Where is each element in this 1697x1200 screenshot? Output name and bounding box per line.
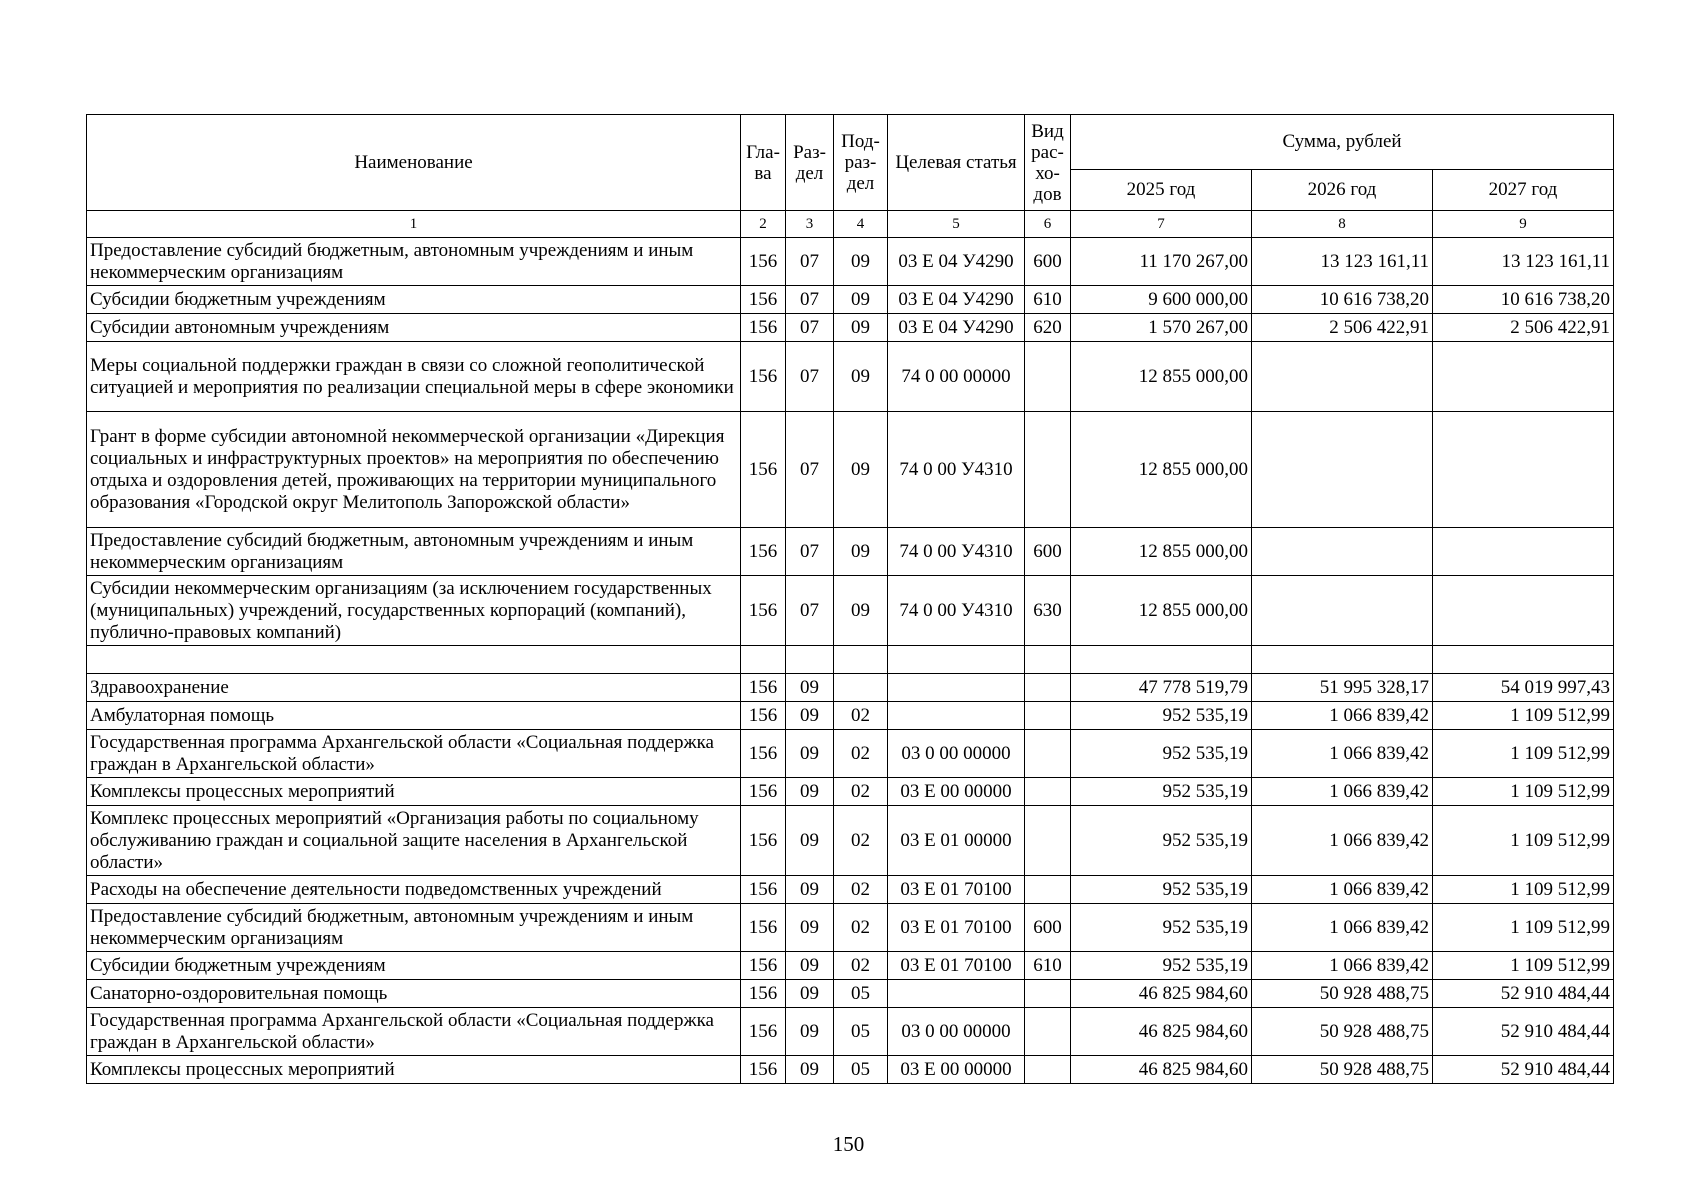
- cell-celevaya-statya: 74 0 00 У4310: [888, 576, 1025, 646]
- header-year-2027: 2027 год: [1433, 170, 1614, 211]
- cell-razdel: 09: [786, 730, 834, 778]
- row-name: Санаторно-оздоровительная помощь: [87, 980, 741, 1008]
- table-row: [87, 980, 1614, 1008]
- cell-sum-2027: 1 109 512,99: [1433, 904, 1614, 952]
- cell-sum-2027: 1 109 512,99: [1433, 778, 1614, 806]
- cell-sum-2025: 952 535,19: [1071, 778, 1252, 806]
- cell-sum-2025: 11 170 267,00: [1071, 238, 1252, 286]
- cell-vid-rashodov: [1025, 412, 1071, 528]
- table-row: [87, 238, 1614, 286]
- header-year-2025: 2025 год: [1071, 170, 1252, 211]
- cell-podrazdel: 09: [834, 528, 888, 576]
- cell-vid-rashodov: [1025, 646, 1071, 674]
- column-number: 2: [741, 211, 786, 238]
- cell-razdel: 07: [786, 528, 834, 576]
- table-row: [87, 1008, 1614, 1056]
- column-number: 6: [1025, 211, 1071, 238]
- row-name: Грант в форме субсидии автономной некоммерческой организации «Дирекция социальных и инфраструктурных проектов» на мероприятия по обеспечению отдыха и оздоровления детей, проживающих на территории муниципального образования «Городской округ Мелитополь Запорожской области»: [87, 412, 741, 528]
- column-number: 8: [1252, 211, 1433, 238]
- cell-glava: 156: [741, 730, 786, 778]
- cell-vid-rashodov: [1025, 980, 1071, 1008]
- header-vid-rashodov: Вид рас-хо-дов: [1025, 115, 1071, 211]
- column-number: 9: [1433, 211, 1614, 238]
- cell-sum-2026: 13 123 161,11: [1252, 238, 1433, 286]
- cell-glava: 156: [741, 702, 786, 730]
- cell-sum-2025: 12 855 000,00: [1071, 576, 1252, 646]
- cell-celevaya-statya: [888, 980, 1025, 1008]
- cell-sum-2025: 952 535,19: [1071, 806, 1252, 876]
- table-row: [87, 286, 1614, 314]
- cell-glava: 156: [741, 342, 786, 412]
- cell-celevaya-statya: [888, 674, 1025, 702]
- cell-razdel: 09: [786, 778, 834, 806]
- cell-vid-rashodov: [1025, 674, 1071, 702]
- cell-sum-2025: 952 535,19: [1071, 904, 1252, 952]
- cell-glava: 156: [741, 314, 786, 342]
- header-podrazdel: Под-раз-дел: [834, 115, 888, 211]
- cell-sum-2026: [1252, 528, 1433, 576]
- budget-table: [86, 114, 1614, 1084]
- cell-razdel: 09: [786, 904, 834, 952]
- cell-sum-2026: 10 616 738,20: [1252, 286, 1433, 314]
- row-name: Предоставление субсидий бюджетным, автономным учреждениям и иным некоммерческим организациям: [87, 528, 741, 576]
- cell-sum-2026: 1 066 839,42: [1252, 806, 1433, 876]
- cell-podrazdel: 02: [834, 778, 888, 806]
- cell-sum-2025: [1071, 646, 1252, 674]
- cell-glava: 156: [741, 806, 786, 876]
- cell-sum-2026: 1 066 839,42: [1252, 904, 1433, 952]
- cell-razdel: 07: [786, 314, 834, 342]
- cell-glava: [741, 646, 786, 674]
- header-year-2026: 2026 год: [1252, 170, 1433, 211]
- cell-podrazdel: 02: [834, 702, 888, 730]
- cell-sum-2025: 952 535,19: [1071, 730, 1252, 778]
- header-celevaya-statya: Целевая статья: [888, 115, 1025, 211]
- cell-vid-rashodov: 610: [1025, 286, 1071, 314]
- cell-sum-2026: 50 928 488,75: [1252, 980, 1433, 1008]
- page-number: 150: [832, 1132, 865, 1156]
- column-number-row: [87, 211, 1614, 238]
- header-glava: Гла-ва: [741, 115, 786, 211]
- cell-sum-2026: 1 066 839,42: [1252, 702, 1433, 730]
- cell-glava: 156: [741, 904, 786, 952]
- cell-razdel: 09: [786, 674, 834, 702]
- cell-vid-rashodov: [1025, 342, 1071, 412]
- table-row: [87, 730, 1614, 778]
- cell-sum-2026: [1252, 342, 1433, 412]
- table-row: [87, 702, 1614, 730]
- cell-razdel: 07: [786, 576, 834, 646]
- table-row: [87, 342, 1614, 412]
- cell-glava: 156: [741, 576, 786, 646]
- cell-sum-2027: 52 910 484,44: [1433, 1056, 1614, 1084]
- row-name: Субсидии бюджетным учреждениям: [87, 286, 741, 314]
- cell-sum-2025: 12 855 000,00: [1071, 412, 1252, 528]
- cell-vid-rashodov: [1025, 730, 1071, 778]
- cell-sum-2027: 2 506 422,91: [1433, 314, 1614, 342]
- cell-sum-2027: 54 019 997,43: [1433, 674, 1614, 702]
- row-name: [87, 646, 741, 674]
- cell-glava: 156: [741, 674, 786, 702]
- table-body: [87, 238, 1614, 1084]
- cell-sum-2027: [1433, 646, 1614, 674]
- cell-glava: 156: [741, 286, 786, 314]
- table-row: [87, 876, 1614, 904]
- cell-sum-2026: [1252, 412, 1433, 528]
- cell-celevaya-statya: 03 0 00 00000: [888, 1008, 1025, 1056]
- row-name: Субсидии некоммерческим организациям (за исключением государственных (муниципальных) учреждений, государственных корпораций (компаний), публично-правовых компаний): [87, 576, 741, 646]
- cell-podrazdel: 09: [834, 412, 888, 528]
- cell-celevaya-statya: [888, 702, 1025, 730]
- column-number: 5: [888, 211, 1025, 238]
- cell-vid-rashodov: 630: [1025, 576, 1071, 646]
- cell-celevaya-statya: 03 Е 01 70100: [888, 952, 1025, 980]
- row-name: Субсидии автономным учреждениям: [87, 314, 741, 342]
- cell-glava: 156: [741, 952, 786, 980]
- cell-podrazdel: 02: [834, 952, 888, 980]
- cell-celevaya-statya: 03 Е 00 00000: [888, 778, 1025, 806]
- cell-sum-2027: 10 616 738,20: [1433, 286, 1614, 314]
- cell-sum-2025: 46 825 984,60: [1071, 1056, 1252, 1084]
- cell-glava: 156: [741, 238, 786, 286]
- cell-glava: 156: [741, 1008, 786, 1056]
- cell-vid-rashodov: 600: [1025, 238, 1071, 286]
- cell-sum-2027: 1 109 512,99: [1433, 952, 1614, 980]
- row-name: Расходы на обеспечение деятельности подведомственных учреждений: [87, 876, 741, 904]
- cell-glava: 156: [741, 528, 786, 576]
- cell-podrazdel: 09: [834, 342, 888, 412]
- cell-vid-rashodov: [1025, 806, 1071, 876]
- cell-podrazdel: 02: [834, 730, 888, 778]
- row-name: Здравоохранение: [87, 674, 741, 702]
- cell-sum-2027: 1 109 512,99: [1433, 806, 1614, 876]
- cell-celevaya-statya: 03 Е 01 00000: [888, 806, 1025, 876]
- cell-podrazdel: 02: [834, 876, 888, 904]
- table-row: [87, 904, 1614, 952]
- row-name: Комплексы процессных мероприятий: [87, 778, 741, 806]
- cell-sum-2026: 1 066 839,42: [1252, 876, 1433, 904]
- table-row: [87, 806, 1614, 876]
- table-row: [87, 1056, 1614, 1084]
- cell-razdel: 09: [786, 806, 834, 876]
- cell-vid-rashodov: [1025, 702, 1071, 730]
- column-number: 4: [834, 211, 888, 238]
- table-row: [87, 674, 1614, 702]
- cell-sum-2027: 1 109 512,99: [1433, 702, 1614, 730]
- cell-sum-2026: [1252, 646, 1433, 674]
- cell-vid-rashodov: 610: [1025, 952, 1071, 980]
- cell-vid-rashodov: 600: [1025, 904, 1071, 952]
- row-name: Предоставление субсидий бюджетным, автономным учреждениям и иным некоммерческим организациям: [87, 238, 741, 286]
- cell-sum-2026: 1 066 839,42: [1252, 730, 1433, 778]
- cell-razdel: 07: [786, 286, 834, 314]
- cell-celevaya-statya: [888, 646, 1025, 674]
- cell-podrazdel: 09: [834, 286, 888, 314]
- cell-razdel: [786, 646, 834, 674]
- cell-celevaya-statya: 03 Е 01 70100: [888, 876, 1025, 904]
- cell-celevaya-statya: 74 0 00 00000: [888, 342, 1025, 412]
- cell-celevaya-statya: 03 Е 00 00000: [888, 1056, 1025, 1084]
- row-name: Предоставление субсидий бюджетным, автономным учреждениям и иным некоммерческим организациям: [87, 904, 741, 952]
- cell-glava: 156: [741, 876, 786, 904]
- row-name: Государственная программа Архангельской области «Социальная поддержка граждан в Архангельской области»: [87, 730, 741, 778]
- cell-razdel: 09: [786, 980, 834, 1008]
- cell-sum-2025: 952 535,19: [1071, 876, 1252, 904]
- cell-vid-rashodov: [1025, 778, 1071, 806]
- table-row: [87, 576, 1614, 646]
- table-row: [87, 646, 1614, 674]
- cell-glava: 156: [741, 1056, 786, 1084]
- cell-razdel: 09: [786, 876, 834, 904]
- cell-razdel: 09: [786, 1008, 834, 1056]
- cell-podrazdel: 09: [834, 576, 888, 646]
- cell-celevaya-statya: 03 Е 01 70100: [888, 904, 1025, 952]
- cell-sum-2027: 1 109 512,99: [1433, 876, 1614, 904]
- cell-sum-2025: 46 825 984,60: [1071, 1008, 1252, 1056]
- cell-sum-2025: 9 600 000,00: [1071, 286, 1252, 314]
- cell-sum-2026: 50 928 488,75: [1252, 1056, 1433, 1084]
- cell-sum-2027: 1 109 512,99: [1433, 730, 1614, 778]
- table-row: [87, 778, 1614, 806]
- cell-podrazdel: 02: [834, 806, 888, 876]
- cell-vid-rashodov: [1025, 876, 1071, 904]
- cell-vid-rashodov: [1025, 1008, 1071, 1056]
- table-row: [87, 952, 1614, 980]
- header-summa: Сумма, рублей: [1071, 115, 1614, 170]
- header-name: Наименование: [87, 115, 741, 211]
- cell-sum-2025: 12 855 000,00: [1071, 342, 1252, 412]
- cell-sum-2027: [1433, 528, 1614, 576]
- cell-sum-2026: 50 928 488,75: [1252, 1008, 1433, 1056]
- cell-razdel: 09: [786, 952, 834, 980]
- cell-sum-2027: [1433, 412, 1614, 528]
- cell-sum-2025: 46 825 984,60: [1071, 980, 1252, 1008]
- cell-sum-2026: 1 066 839,42: [1252, 778, 1433, 806]
- cell-podrazdel: [834, 674, 888, 702]
- cell-celevaya-statya: 03 Е 04 У4290: [888, 286, 1025, 314]
- cell-vid-rashodov: 600: [1025, 528, 1071, 576]
- cell-vid-rashodov: 620: [1025, 314, 1071, 342]
- cell-sum-2027: [1433, 342, 1614, 412]
- row-name: Субсидии бюджетным учреждениям: [87, 952, 741, 980]
- cell-podrazdel: 09: [834, 314, 888, 342]
- table-row: [87, 528, 1614, 576]
- cell-razdel: 07: [786, 342, 834, 412]
- cell-glava: 156: [741, 980, 786, 1008]
- row-name: Меры социальной поддержки граждан в связи со сложной геополитической ситуацией и мероприятия по реализации специальной меры в сфере экономики: [87, 342, 741, 412]
- cell-sum-2025: 12 855 000,00: [1071, 528, 1252, 576]
- row-name: Комплексы процессных мероприятий: [87, 1056, 741, 1084]
- cell-sum-2025: 952 535,19: [1071, 952, 1252, 980]
- cell-razdel: 07: [786, 238, 834, 286]
- cell-celevaya-statya: 03 Е 04 У4290: [888, 238, 1025, 286]
- cell-sum-2027: [1433, 576, 1614, 646]
- cell-sum-2027: 52 910 484,44: [1433, 980, 1614, 1008]
- cell-sum-2027: 52 910 484,44: [1433, 1008, 1614, 1056]
- table-row: [87, 314, 1614, 342]
- cell-podrazdel: 02: [834, 904, 888, 952]
- column-number: 1: [87, 211, 741, 238]
- cell-razdel: 07: [786, 412, 834, 528]
- cell-sum-2025: 952 535,19: [1071, 702, 1252, 730]
- cell-razdel: 09: [786, 702, 834, 730]
- cell-celevaya-statya: 03 0 00 00000: [888, 730, 1025, 778]
- column-number: 7: [1071, 211, 1252, 238]
- cell-celevaya-statya: 74 0 00 У4310: [888, 528, 1025, 576]
- cell-sum-2026: 2 506 422,91: [1252, 314, 1433, 342]
- cell-sum-2026: 1 066 839,42: [1252, 952, 1433, 980]
- cell-podrazdel: 05: [834, 1008, 888, 1056]
- column-number: 3: [786, 211, 834, 238]
- cell-sum-2027: 13 123 161,11: [1433, 238, 1614, 286]
- cell-sum-2025: 47 778 519,79: [1071, 674, 1252, 702]
- cell-celevaya-statya: 03 Е 04 У4290: [888, 314, 1025, 342]
- cell-sum-2026: 51 995 328,17: [1252, 674, 1433, 702]
- cell-vid-rashodov: [1025, 1056, 1071, 1084]
- cell-celevaya-statya: 74 0 00 У4310: [888, 412, 1025, 528]
- row-name: Амбулаторная помощь: [87, 702, 741, 730]
- cell-podrazdel: 05: [834, 1056, 888, 1084]
- cell-razdel: 09: [786, 1056, 834, 1084]
- cell-podrazdel: 05: [834, 980, 888, 1008]
- row-name: Комплекс процессных мероприятий «Организация работы по социальному обслуживанию граждан и социальной защите населения в Архангельской области»: [87, 806, 741, 876]
- cell-sum-2025: 1 570 267,00: [1071, 314, 1252, 342]
- cell-podrazdel: 09: [834, 238, 888, 286]
- cell-glava: 156: [741, 412, 786, 528]
- cell-glava: 156: [741, 778, 786, 806]
- header-razdel: Раз-дел: [786, 115, 834, 211]
- cell-podrazdel: [834, 646, 888, 674]
- table-row: [87, 412, 1614, 528]
- cell-sum-2026: [1252, 576, 1433, 646]
- row-name: Государственная программа Архангельской области «Социальная поддержка граждан в Архангельской области»: [87, 1008, 741, 1056]
